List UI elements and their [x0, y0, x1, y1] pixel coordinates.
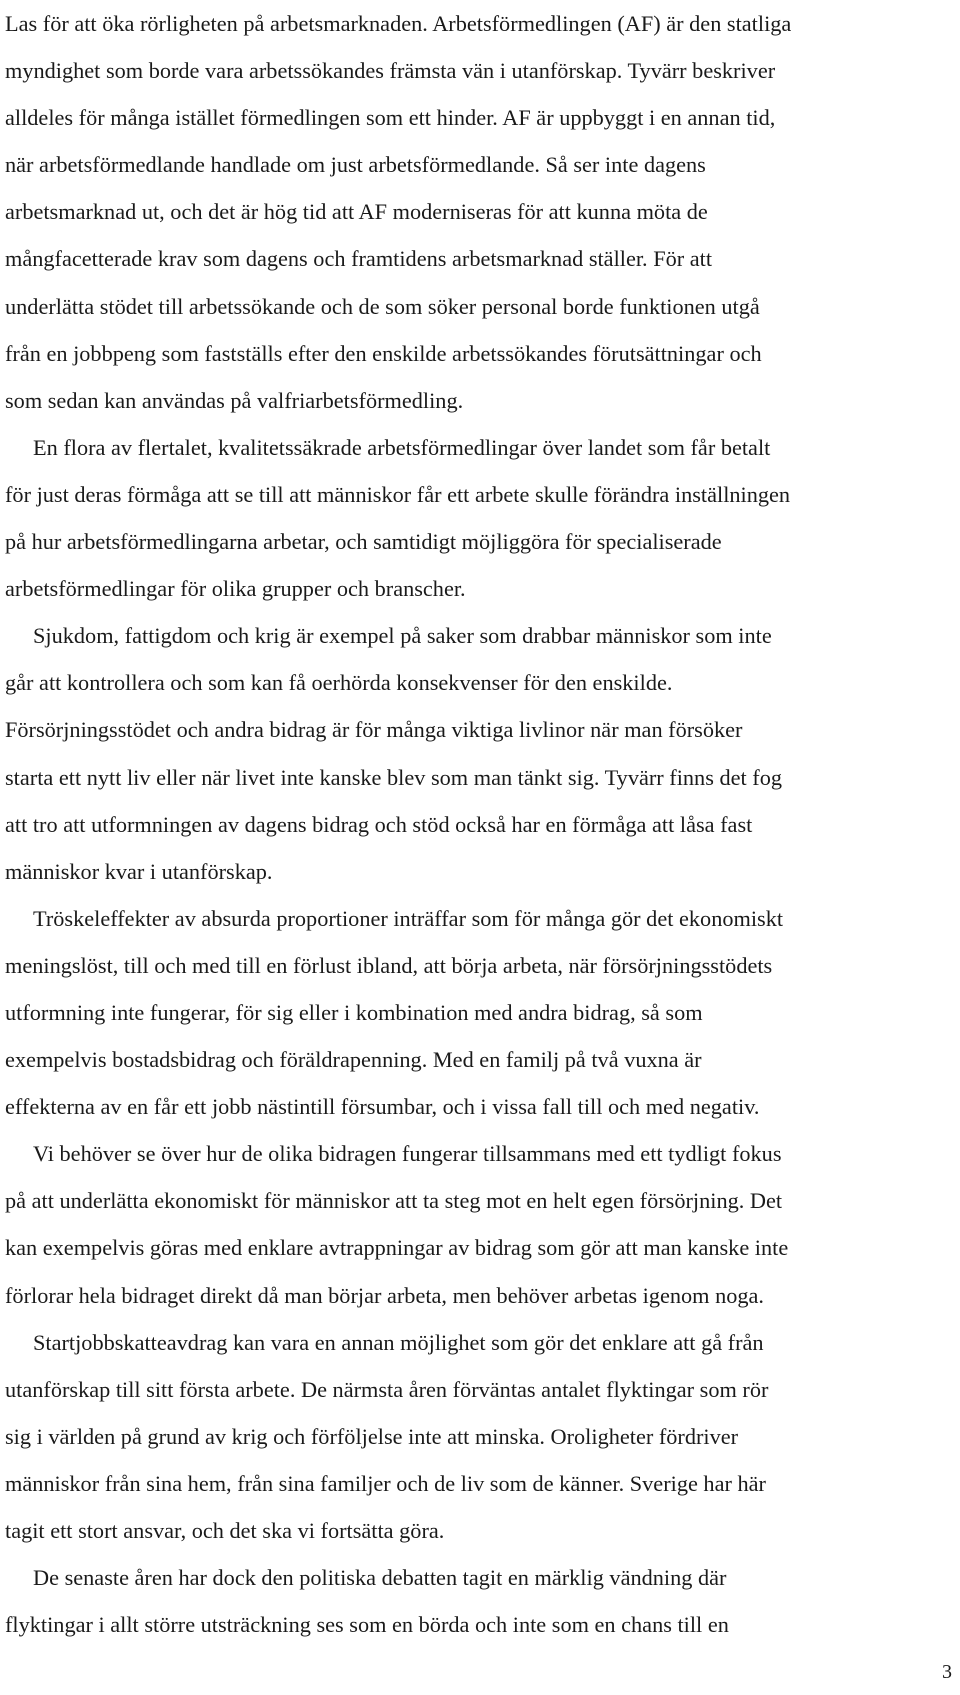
text-line: Vi behöver se över hur de olika bidragen fungerar tillsammans med ett tydligt fokus	[33, 1141, 782, 1167]
text-line: människor från sina hem, från sina familjer och de liv som de känner. Sverige har här	[5, 1470, 766, 1496]
text-line: att tro att utformningen av dagens bidrag och stöd också har en förmåga att låsa fast	[5, 811, 753, 837]
text-line: sig i världen på grund av krig och förföljelse inte att minska. Oroligheter fördriver	[5, 1423, 739, 1449]
body-text	[5, 0, 955, 1648]
text-line: starta ett nytt liv eller när livet inte kanske blev som man tänkt sig. Tyvärr finns det fog	[5, 764, 782, 790]
text-line: myndighet som borde vara arbetssökandes främsta vän i utanförskap. Tyvärr beskriver	[5, 58, 776, 84]
text-line: på hur arbetsförmedlingarna arbetar, och samtidigt möjliggöra för specialiserade	[5, 529, 722, 555]
text-line: meningslöst, till och med till en förlust ibland, att börja arbeta, när försörjningsstödets	[5, 952, 773, 978]
text-line: arbetsmarknad ut, och det är hög tid att AF moderniseras för att kunna möta de	[5, 199, 708, 225]
text-line: kan exempelvis göras med enklare avtrappningar av bidrag som gör att man kanske inte	[5, 1235, 789, 1261]
text-line: utformning inte fungerar, för sig eller i kombination med andra bidrag, så som	[5, 999, 703, 1025]
text-line: på att underlätta ekonomiskt för människor att ta steg mot en helt egen försörjning. Det	[5, 1188, 783, 1214]
text-line: mångfacetterade krav som dagens och framtidens arbetsmarknad ställer. För att	[5, 246, 713, 272]
text-line: effekterna av en får ett jobb nästintill försumbar, och i vissa fall till och med negativ.	[5, 1094, 760, 1120]
text-line: exempelvis bostadsbidrag och föräldrapenning. Med en familj på två vuxna är	[5, 1047, 702, 1073]
text-line: En flora av flertalet, kvalitetssäkrade arbetsförmedlingar över landet som får betalt	[33, 434, 771, 460]
text-line: människor kvar i utanförskap.	[5, 858, 273, 884]
text-line: Startjobbskatteavdrag kan vara en annan möjlighet som gör det enklare att gå från	[33, 1329, 764, 1355]
text-line: från en jobbpeng som fastställs efter den enskilde arbetssökandes förutsättningar och	[5, 340, 762, 366]
text-line: förlorar hela bidraget direkt då man börjar arbeta, men behöver arbetas igenom noga.	[5, 1282, 765, 1308]
page-number: 3	[942, 1661, 952, 1683]
text-line: Sjukdom, fattigdom och krig är exempel på saker som drabbar människor som inte	[33, 623, 772, 649]
text-line: som sedan kan användas på valfriarbetsförmedling.	[5, 387, 464, 413]
text-line: flyktingar i allt större utsträckning ses som en börda och inte som en chans till en	[5, 1612, 729, 1638]
text-line: Tröskeleffekter av absurda proportioner inträffar som för många gör det ekonomiskt	[33, 905, 784, 931]
text-line: när arbetsförmedlande handlade om just arbetsförmedlande. Så ser inte dagens	[5, 152, 706, 178]
text-line: underlätta stödet till arbetssökande och de som söker personal borde funktionen utgå	[5, 293, 760, 319]
text-line: tagit ett stort ansvar, och det ska vi fortsätta göra.	[5, 1518, 445, 1543]
text-line: utanförskap till sitt första arbete. De närmsta åren förväntas antalet flyktingar som rör	[5, 1376, 769, 1402]
text-line: De senaste åren har dock den politiska debatten tagit en märklig vändning där	[33, 1565, 727, 1591]
text-line: Försörjningsstödet och andra bidrag är för många viktiga livlinor när man försöker	[5, 717, 743, 743]
text-line: går att kontrollera och som kan få oerhörda konsekvenser för den enskilde.	[5, 670, 673, 696]
text-line: alldeles för många istället förmedlingen som ett hinder. AF är uppbyggt i en annan tid,	[5, 105, 776, 131]
text-line: för just deras förmåga att se till att människor får ett arbete skulle förändra inställningen	[5, 481, 791, 507]
text-line: Las för att öka rörligheten på arbetsmarknaden. Arbetsförmedlingen (AF) är den statliga	[5, 11, 792, 36]
text-line: arbetsförmedlingar för olika grupper och branscher.	[5, 576, 466, 602]
